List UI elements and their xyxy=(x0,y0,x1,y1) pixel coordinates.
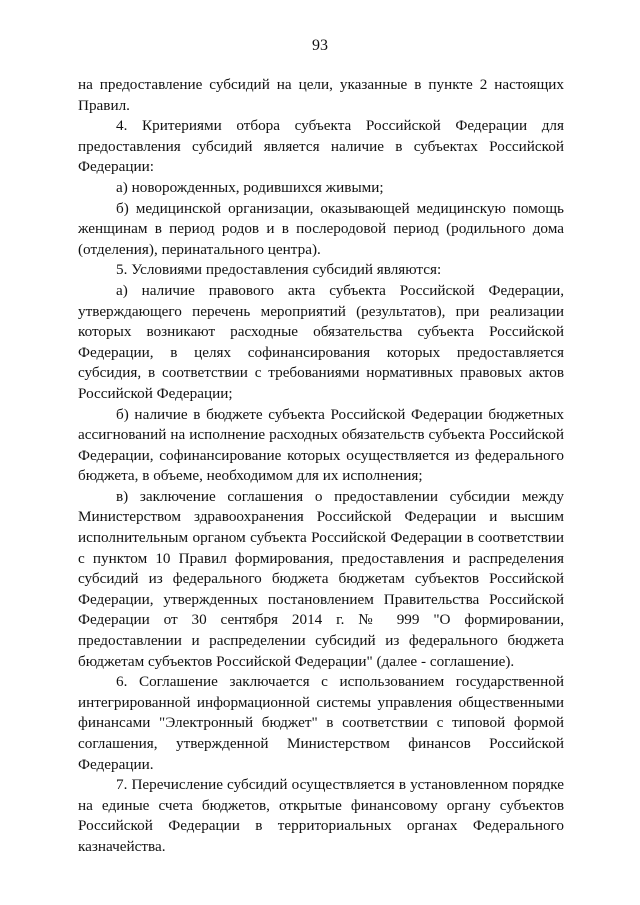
paragraph-item-4-criteria: 4. Критериями отбора субъекта Российской Федерации для предоставления субсидий является наличие в субъектах Российской Федерации: xyxy=(78,117,564,176)
paragraph-item-4b: б) медицинской организации, оказывающей медицинскую помощь женщинам в период родов и в послеродовой период (родильного дома (отделения), перинатального центра). xyxy=(78,199,564,258)
paragraph-item-7-transfer: 7. Перечисление субсидий осуществляется в установленном порядке на единые счета бюджетов, открытые финансовому органу субъектов Российской Федерации в территориальных органах Федерального казначейства. xyxy=(78,776,564,855)
paragraph-item-6-agreement: 6. Соглашение заключается с использованием государственной интегрированной информационной системы управления общественными финансами "Электронный бюджет" в соответствии с типовой формой соглашения, утвержденной Министерством финансов Российской Федерации. xyxy=(78,673,564,773)
paragraph-item-5a: а) наличие правового акта субъекта Российской Федерации, утверждающего перечень мероприятий (результатов), при реализации которых возникают расходные обязательства субъекта Российской Федерации, в целях софинансирования которых предоставляется субсидия, в соответствии с требованиями нормативных правовых актов Российской Федерации; xyxy=(78,281,564,402)
paragraph-item-5v: в) заключение соглашения о предоставлении субсидии между Министерством здравоохранения Российской Федерации и высшим исполнительным органом субъекта Российской Федерации в соответствии с пунктом 10 Правил формирования, предоставления и распределения субсидий из федерального бюджета бюджетам субъектов Российской Федерации, утвержденных постановлением Правительства Российской Федерации от 30 сентября 2014 г. № 999 "О формировании, предоставлении и распределении субсидий из федерального бюджета бюджетам субъектов Российской Федерации" (далее - соглашение). xyxy=(78,487,564,670)
paragraph-item-5-conditions: 5. Условиями предоставления субсидий являются: xyxy=(116,261,442,279)
paragraph-continuation: на предоставление субсидий на цели, указанные в пункте 2 настоящих Правил. xyxy=(78,76,564,114)
page-number: 93 xyxy=(312,37,328,54)
paragraph-item-5b: б) наличие в бюджете субъекта Российской Федерации бюджетных ассигнований на исполнение расходных обязательств субъекта Российской Федерации, софинансирование которых осуществляется из федерального бюджета, в объеме, необходимом для их исполнения; xyxy=(78,405,564,485)
paragraph-item-4a: а) новорожденных, родившихся живыми; xyxy=(116,178,384,196)
document-body xyxy=(78,75,564,858)
